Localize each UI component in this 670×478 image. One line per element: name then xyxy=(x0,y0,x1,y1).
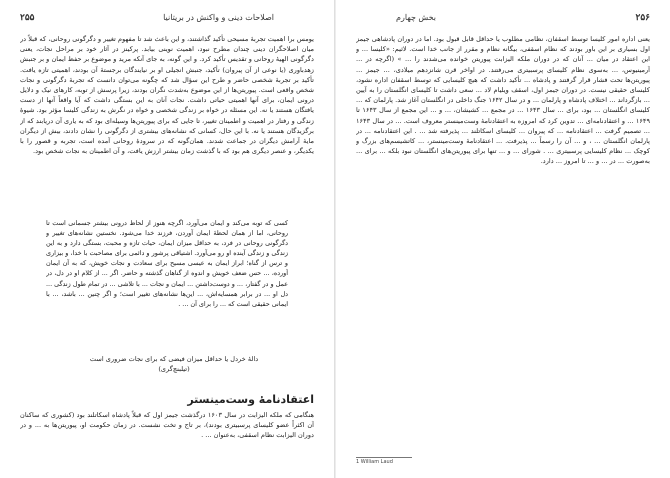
paragraph: یومس برا اهمیت تجربهٔ مسیحی تأکید گذاشتند، و این باعث شد تا مفهوم تغییر و دگرگونی روحانی، که قبلاً در میان اصلاحگران دینی چندان مطرح نبود، اهمیت نوینی بیابد. پرکینز در آثار خود بر مراحل نجات، یعنی دگرگونی الهیهٔ روحانی و تقدیس تأکید کرد. و این گونه، به جای آنکه مرید و موضوع بر حفظ ایمان و بر جنبش زهدباوری (یا نوعی از آن پیروان) تأکید، جنبش انجیلی او بر نیایندگان برجستهٔ آن بودند، اهمیتی تازه یافت. تأکید بر تجربهٔ شخصی حاضر و طرح این سؤال شد که چگونه می‌توان دانست که تجربهٔ دگرگونی و نجات شخص واقعی است. پیوریتن‌ها از این موضوع به‌شدت نگران بودند، زیرا پرسش از توبه، کارهای نیک و دلایل درونی ایمان، برای آنها اهمیتی حیاتی داشت. نجات آنان به این بستگی داشت که آیا واقعاً آنها از دست یافتگان هستند یا نه. این مسئله در خواه بر زندگی شخصی و خواه در نگرش به زندگی کلیسا مؤثر بود. شیوهٔ زندگی و رفتار در اهمیت و اطمینان تغییر، تا جایی که برای پیوریتن‌ها وسیله‌ای بود که به یاری آن دریابند که از برگزیدگان هستند یا نه. با این حال، کسانی که نشانه‌های بیشتری از دگرگونی را نشان دادند، بیش از دیگران مایهٔ آرامش دیگران در جماعت شدند. همان‌گونه که در سرودهٔ روحانی آمده است، تجربه و قصور را با یکدیگر، و عنصر دیگری هم بود که با گذشت زمان بیشتر ارزش یافت، و آن اطمینان به نجات شخص بود. xyxy=(20,35,314,156)
section-heading: اعتقادنامهٔ وست‌مینستر xyxy=(187,393,314,406)
page-number: ۲۵۶ xyxy=(635,13,650,23)
page-number: ۲۵۵ xyxy=(20,13,35,23)
right-page xyxy=(336,0,670,478)
paragraph: هنگامی که ملکه الیزابت در سال ۱۶۰۳ درگذشت جیمز اول که قبلاً پادشاه اسکاتلند بود (کشوری که ساکنان آن اکثراً عضو کلیسای پرسبیتری بودند)، بر تاج و تخت نشست. در زمان حکومت او، پیوریتن‌ها به ... و در دوران الیزابت نظام اسقفی، به‌عنوان ... . xyxy=(20,411,314,440)
left-page-header xyxy=(20,12,314,24)
section-body xyxy=(20,410,314,472)
quote-citation: دالهٔ خردل یا حداقل میزان فیضی که برای نجات ضروری است (تیلبنچ‌گری) xyxy=(89,355,259,373)
footnote-rule xyxy=(356,457,412,458)
running-title: بخش چهارم xyxy=(396,13,437,22)
body-text xyxy=(356,34,650,452)
footnote: 1 William Laud xyxy=(356,459,393,465)
left-page xyxy=(0,0,334,478)
paragraph: یعنی اداره امور کلیسا توسط اسقفان، نظامی مطلوب یا حداقل قابل قبول بود. اما در دوران پادشاهی جیمز اول بسیاری بر این باور بودند که نظام اسقفی، بیگانه نظام و مقرر از جانب خدا است. لاثیم: «کلیسا ... و این اعتقاد در میان ... آنان که در دوران ملکه الیزابت پیوریتن خوانده می‌شدند را ... » (اگرچه در ... آرمینیوس، ... به‌سوی نظام کلیسای پرسبیتری می‌رفتند. در اواخر قرن شانزدهم میلادی، ... جیمز ... پیوریتن‌ها تحت فشار قرار گرفتند و پادشاه ... تأکید داشت که هیچ کلیسایی که توسط اسقفان اداره نشود، کلیسای حقیقی نیست. در دوران جیمز اول، اسقف ویلیام لاد ... سعی داشت تا کلیسای انگلستان را به آیین ... بازگرداند ... اختلاف پادشاه و پارلمان ... و در سال ۱۶۴۲ جنگ داخلی در انگلستان آغاز شد. پارلمان که ... کلیسای انگلستان ... بود، برای ... سال ۱۶۴۳ ... در مجمع ... کشیشان، ... و ... این مجمع از سال ۱۶۴۳ تا ۱۶۴۹ ... و اعتقادنامه‌ای ... تدوین کرد که امروزه به اعتقادنامهٔ وست‌مینستر معروف است. ... در سال ۱۶۴۳ ... تصمیم گرفت ... اعتقادنامه ... که پیروان ... کلیسای اسکاتلند ... پذیرفته شد ... . این اعتقادنامه ... در پارلمان انگلستان ... ، و ... آن را رسماً ... پذیرفت. ... اعتقادنامهٔ وست‌مینستر، ... کاتشیسم‌های بزرگ و کوچک ... نظام کلیسایی پرسبیتری ... . شورای ... و ... تنها برای پیوریتن‌های انگلستان نبود بلکه ... برای ... به‌صورت ... در ... و ... تا امروز ... دارد. xyxy=(356,35,650,166)
running-title: اصلاحات دینی و واکنش در بریتانیا xyxy=(163,13,274,22)
body-text xyxy=(20,34,314,212)
quote-text: کسی که توبه می‌کند و ایمان می‌آورد، اگرچه هنوز از لحاظ درونی بیشتر جسمانی است تا روحانی، اما از همان لحظهٔ ایمان آوردن، فرزند خدا می‌شود. نخستین نشانه‌های تغییر و دگرگونی روحانی در فرد، به حداقل میزان ایمان، حیات تازه و محبت، بستگی دارد و به این زندگی و زندگی آینده او رو می‌آورد. اشتیاقی پرشور و دائمی برای مصاحبت با خدا، و بیزاری و ترس از گناه؛ ابراز ایمان به عیسی مسیح برای سعادت و نجات خویش، که به آن ایمان آورده، ... حس ضعف خویش و اندوه از گناهان گذشته و حاضر. اگر ... از کلام او در دل، در عمل و در گفتار، ... و دوست‌داشتن ... ایمان و نجات ... با تلاشی ... در تمام طول زندگی ... دل او ... در برابر همسایه‌اش، ... این‌ها نشانه‌های تغییر است؛ و اگر چنین ... باشد، ... با ایمانی حقیقی است که ... را برای آن ... . xyxy=(46,219,288,308)
right-page-header xyxy=(356,12,650,24)
